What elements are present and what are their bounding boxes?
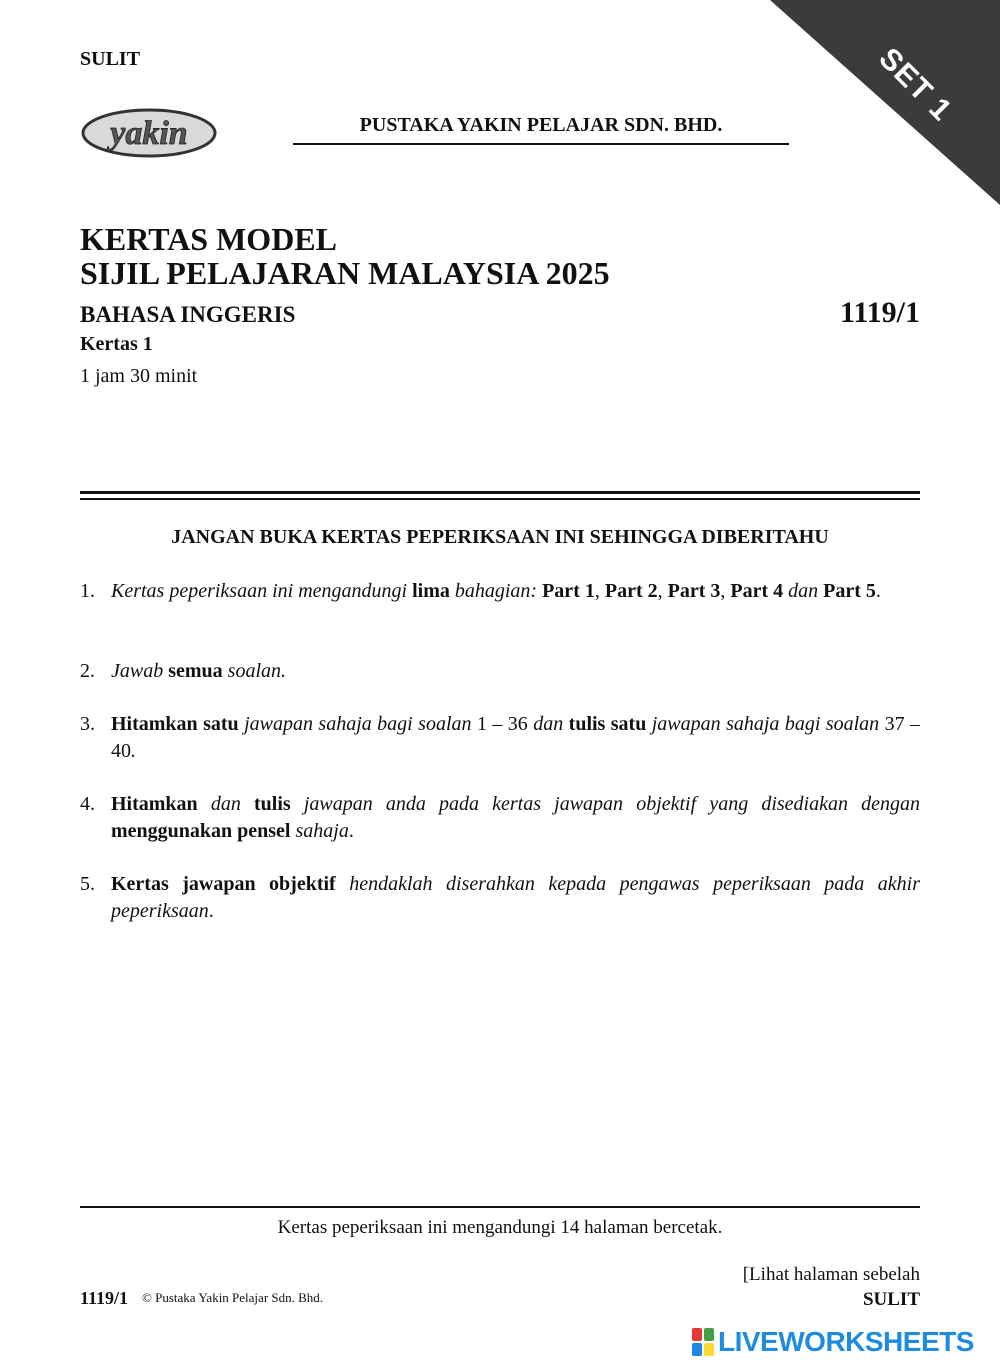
instruction-text — [111, 658, 920, 685]
footer-divider — [80, 1206, 920, 1208]
instruction-segment: dan — [197, 793, 254, 815]
instruction-segment: Kertas jawapan objektif — [111, 873, 336, 895]
sulit-bottom: SULIT — [862, 1289, 920, 1310]
instruction-segment: , — [657, 580, 668, 602]
title-line-1: KERTAS MODEL — [80, 221, 337, 257]
instruction-segment: lima — [412, 580, 450, 602]
instruction-segment: , — [720, 580, 731, 602]
instruction-item — [80, 658, 920, 685]
instruction-segment: tulis satu — [568, 713, 647, 735]
instruction-number: 3. — [80, 713, 95, 735]
instruction-segment: tulis — [253, 793, 291, 815]
instruction-segment: Part 5 — [823, 580, 876, 602]
paper-code: 1119/1 — [839, 296, 920, 329]
divider-thick — [80, 491, 920, 494]
instruction-segment: semua — [168, 660, 223, 682]
instruction-segment: Kertas peperiksaan ini mengandungi — [111, 580, 413, 602]
subject: BAHASA INGGERIS — [80, 302, 296, 327]
next-page-note: [Lihat halaman sebelah — [742, 1264, 920, 1285]
instruction-segment: jawapan anda pada kertas jawapan objektif yang disediakan dengan — [290, 793, 921, 815]
instruction-text — [111, 791, 920, 845]
instruction-segment: dan — [783, 580, 824, 602]
instruction-segment: . — [208, 900, 214, 922]
logo-text: yakin — [110, 115, 188, 152]
liveworksheets-icon — [692, 1328, 714, 1356]
instruction-item — [80, 791, 920, 845]
instruction-segment: jawapan sahaja bagi soalan — [238, 713, 477, 735]
instruction-segment: . — [131, 740, 136, 762]
instruction-number: 5. — [80, 873, 95, 895]
instruction-segment: jawapan sahaja bagi soalan — [646, 713, 885, 735]
duration: 1 jam 30 minit — [80, 365, 198, 387]
instruction-segment: Part 3 — [667, 580, 721, 602]
icon-block — [692, 1328, 702, 1341]
instruction-text — [111, 711, 920, 765]
instruction-segment: bahagian: — [449, 580, 543, 602]
icon-block — [692, 1343, 702, 1356]
paper-number: Kertas 1 — [80, 333, 153, 355]
set-label: SET 1 — [872, 41, 959, 128]
sulit-top: SULIT — [80, 48, 141, 70]
watermark-text: LIVEWORKSHEETS — [718, 1326, 974, 1357]
instruction-segment: Part 4 — [730, 580, 784, 602]
instruction-segment: Part 2 — [604, 580, 658, 602]
divider-thin — [80, 498, 920, 500]
warning-heading: JANGAN BUKA KERTAS PEPERIKSAAN INI SEHINGGA DIBERITAHU — [171, 526, 829, 548]
instruction-number: 2. — [80, 660, 95, 682]
icon-block — [704, 1343, 714, 1356]
instruction-segment: soalan. — [222, 660, 287, 682]
footer-code: 1119/1 — [80, 1288, 129, 1308]
instruction-segment: 1 – 36 — [476, 713, 528, 735]
page-count-note: Kertas peperiksaan ini mengandungi 14 halaman bercetak. — [277, 1217, 723, 1238]
instruction-segment: Jawab — [111, 660, 169, 682]
instruction-segment: hendaklah diserahkan kepada pengawas peperiksaan pada akhir peperiksaan — [111, 873, 921, 922]
instruction-segment: sahaja — [290, 820, 349, 842]
instruction-item — [80, 871, 920, 925]
instruction-segment: 37 – 40 — [111, 713, 921, 762]
yakin-logo — [80, 107, 218, 159]
publisher-name: PUSTAKA YAKIN PELAJAR SDN. BHD. — [293, 114, 789, 145]
icon-block — [704, 1328, 714, 1341]
instruction-segment: Hitamkan — [111, 793, 198, 815]
instruction-segment: . — [875, 580, 881, 602]
liveworksheets-watermark — [692, 1326, 974, 1358]
instruction-segment: menggunakan pensel — [111, 820, 291, 842]
instruction-item — [80, 711, 920, 765]
instruction-segment: Part 1 — [542, 580, 595, 602]
instruction-text — [111, 871, 920, 925]
instruction-segment: Hitamkan satu — [111, 713, 239, 735]
copyright: © Pustaka Yakin Pelajar Sdn. Bhd. — [142, 1290, 324, 1305]
instruction-number: 1. — [80, 580, 95, 602]
instruction-item — [80, 578, 920, 605]
instruction-segment: . — [348, 820, 354, 842]
title-line-2: SIJIL PELAJARAN MALAYSIA 2025 — [80, 255, 610, 291]
instruction-number: 4. — [80, 793, 95, 815]
instruction-segment: dan — [527, 713, 569, 735]
instruction-text — [111, 578, 920, 605]
instruction-segment: , — [594, 580, 605, 602]
